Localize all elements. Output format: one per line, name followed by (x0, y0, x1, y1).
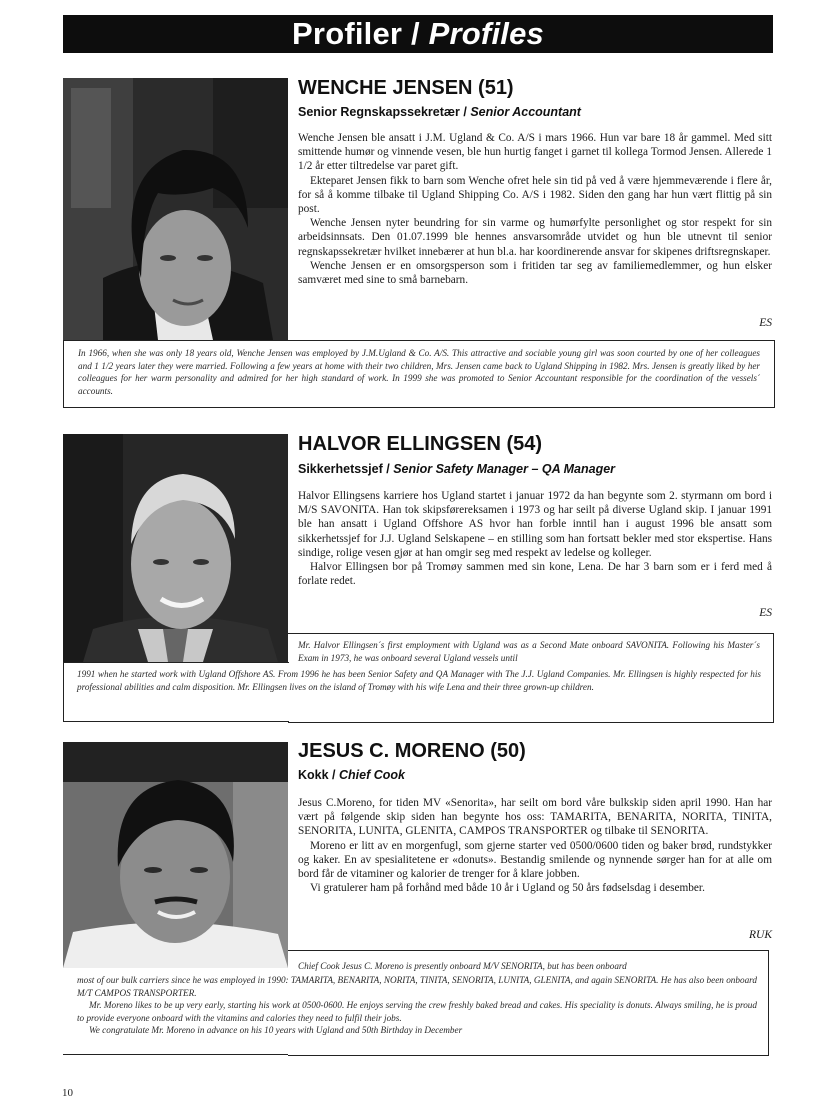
profile-role: Sikkerhetssjef / Senior Safety Manager – QA Manager (298, 462, 616, 476)
english-text: Mr. Moreno likes to be up very early, starting his work at 0500-0600. He enjoys serving the crew freshly baked bread and cakes. His speciality is donuts. Always smiling, he is proud to provide everyone onboard with the vitamins and calories they need to fulfil their jobs. (77, 1000, 757, 1023)
english-summary (64, 341, 774, 397)
portrait-photo-man (63, 742, 288, 968)
title-slash: / (402, 16, 429, 51)
role-norwegian: Kokk (298, 768, 329, 782)
paragraph: Moreno er litt av en morgenfugl, som gjerne starter ved 0500/0600 tiden og baker brød, rundstykker og kaker. En av spesialitetene er «donuts». Bestandig smilende og nynnende sørger han for at alle om bord får de vitaminer og kalorier de trenger for å klare jobben. (298, 839, 772, 881)
english-text: In 1966, when she was only 18 years old, Wenche Jensen was employed by J.M.Ugland & Co. A/S. This attractive and sociable young girl was soon courted by one of her colleagues and 1 1/2 years later they were married. Following a few years at home with their two children, Mrs. Jensen came back to Ugland Shipping in 1982. Mrs. Jensen is greatly liked by her colleagues for her warm personality and admired for her high standard of work. In 1999 she was promoted to Senior Accountant responsible for the coordination of the vessels´ accounts. (78, 348, 760, 396)
title-norwegian: Profiler (292, 16, 403, 51)
paragraph: Wenche Jensen nyter beundring for sin varme og humørfylte personlighet og stor respekt for sin arbeidsinnsats. Den 01.07.1999 ble hennes ansvarsområde utvidet og hun ble utnevnt til senior regnskapssekretær hvilket innebærer at hun bl.a. har koordinerende ansvar for skipenes driftsregnskaper. (298, 217, 772, 258)
page-title (63, 15, 773, 53)
english-text: We congratulate Mr. Moreno in advance on his 10 years with Ugland and 50th Birthday in December (89, 1025, 463, 1036)
profile-name: JESUS C. MORENO (50) (298, 740, 526, 762)
role-english: Senior Accountant (470, 105, 581, 119)
english-summary-box (63, 340, 775, 408)
paragraph: Wenche Jensen ble ansatt i J.M. Ugland & Co. A/S i mars 1966. Hun var bare 18 år gammel. Med sitt smittende humør og vinnende vesen, ble hun hurtig fanget i garnet til kollega Tormod Jensen. Allerede 1 1/2 år etter tiltredelse var paret gift. (298, 132, 772, 173)
english-summary: Chief Cook Jesus C. Moreno is presently onboard M/V SENORITA, but has been onboard (298, 961, 627, 971)
portrait-photo-man (63, 434, 288, 662)
profile-body-norwegian (298, 796, 772, 895)
paragraph: Vi gratulerer ham på forhånd med både 10 år i Ugland og 50 års fødselsdag i desember. (310, 882, 705, 895)
page-number: 10 (62, 1087, 73, 1099)
paragraph: Jesus C.Moreno, for tiden MV «Senorita», har seilt om bord våre bulkskip siden april 1990. Han har vært på følgende skip siden han begynte hos oss: TAMARITA, BENARITA, NORITA, TINITA, SENORITA, LUNITA, GLENITA, CAMPOS TRANSPORTER og tilbake til SENORITA. (298, 797, 772, 838)
portrait-photo-woman (63, 78, 288, 340)
profile-body-norwegian (298, 489, 772, 588)
role-english: Chief Cook (339, 768, 405, 782)
role-norwegian: Sikkerhetssjef (298, 462, 383, 476)
author-signature: ES (759, 317, 772, 329)
paragraph: Halvor Ellingsens karriere hos Ugland startet i januar 1972 da han begynte som 2. styrmann om bord i M/S SAVONITA. Han tok skipsførereksamen i 1973 og har seilt på diverse Ugland skip. I januar 1991 ble han ansatt i Ugland Offshore AS hvor han forble inntil han i august 1996 ble ansatt som sikkerhetssjef for J.J. Ugland Selskapene – en stilling som han fortsatt bekler med stor ekspertise. Hans sindige, rolige vesen gjør at han omgir seg med respekt av ledelse og kolleger. (298, 490, 772, 559)
paragraph: Halvor Ellingsen bor på Tromøy sammen med sin kone, Lena. De har 3 barn som er i ferd med å forlate redet. (298, 561, 772, 588)
title-english: Profiles (428, 16, 544, 51)
paragraph: Ekteparet Jensen fikk to barn som Wenche ofret hele sin tid på ved å være hjemmeværende i flere år, for så å komme tilbake til Ugland Shipping Co. A/S i 1982. Siden den gang har hun vært flittig på sin post. (298, 174, 772, 216)
profile-role: Kokk / Chief Cook (298, 768, 405, 782)
role-english: Senior Safety Manager – QA Manager (393, 462, 616, 476)
profile-body-norwegian (298, 131, 772, 287)
author-signature: ES (759, 607, 772, 619)
role-norwegian: Senior Regnskapssekretær (298, 105, 460, 119)
profile-name: HALVOR ELLINGSEN (54) (298, 433, 543, 455)
english-summary: 1991 when he started work with Ugland Offshore AS. From 1996 he has been Senior Safety and QA Manager with The J.J. Ugland Companies. Mr. Ellingsen is highly respected for his professional abilities and calm disposition. Mr. Ellingsen lives on the island of Tromøy with his wife Lena and their three grown-up children. (77, 669, 761, 692)
paragraph: Wenche Jensen er en omsorgsperson som i fritiden tar seg av familiemedlemmer, og hun elsker samværet med sine to små barnebarn. (298, 259, 772, 287)
profile-name: WENCHE JENSEN (51) (298, 77, 514, 99)
english-summary: Mr. Halvor Ellingsen´s first employment with Ugland was as a Second Mate onboard SAVONITA. Following his Master´s Exam in 1973, he was onboard several Ugland vessels until (298, 640, 760, 663)
english-summary (77, 974, 757, 1037)
profile-role: Senior Regnskapssekretær / Senior Accountant (298, 105, 581, 119)
english-text: most of our bulk carriers since he was employed in 1990: TAMARITA, BENARITA, NORITA, TINITA, SENORITA, LUNITA, GLENITA, and again SENORITA. He has also been onboard M/T CAMPOS TRANSPORTER. (77, 975, 757, 998)
author-signature: RUK (749, 929, 772, 941)
